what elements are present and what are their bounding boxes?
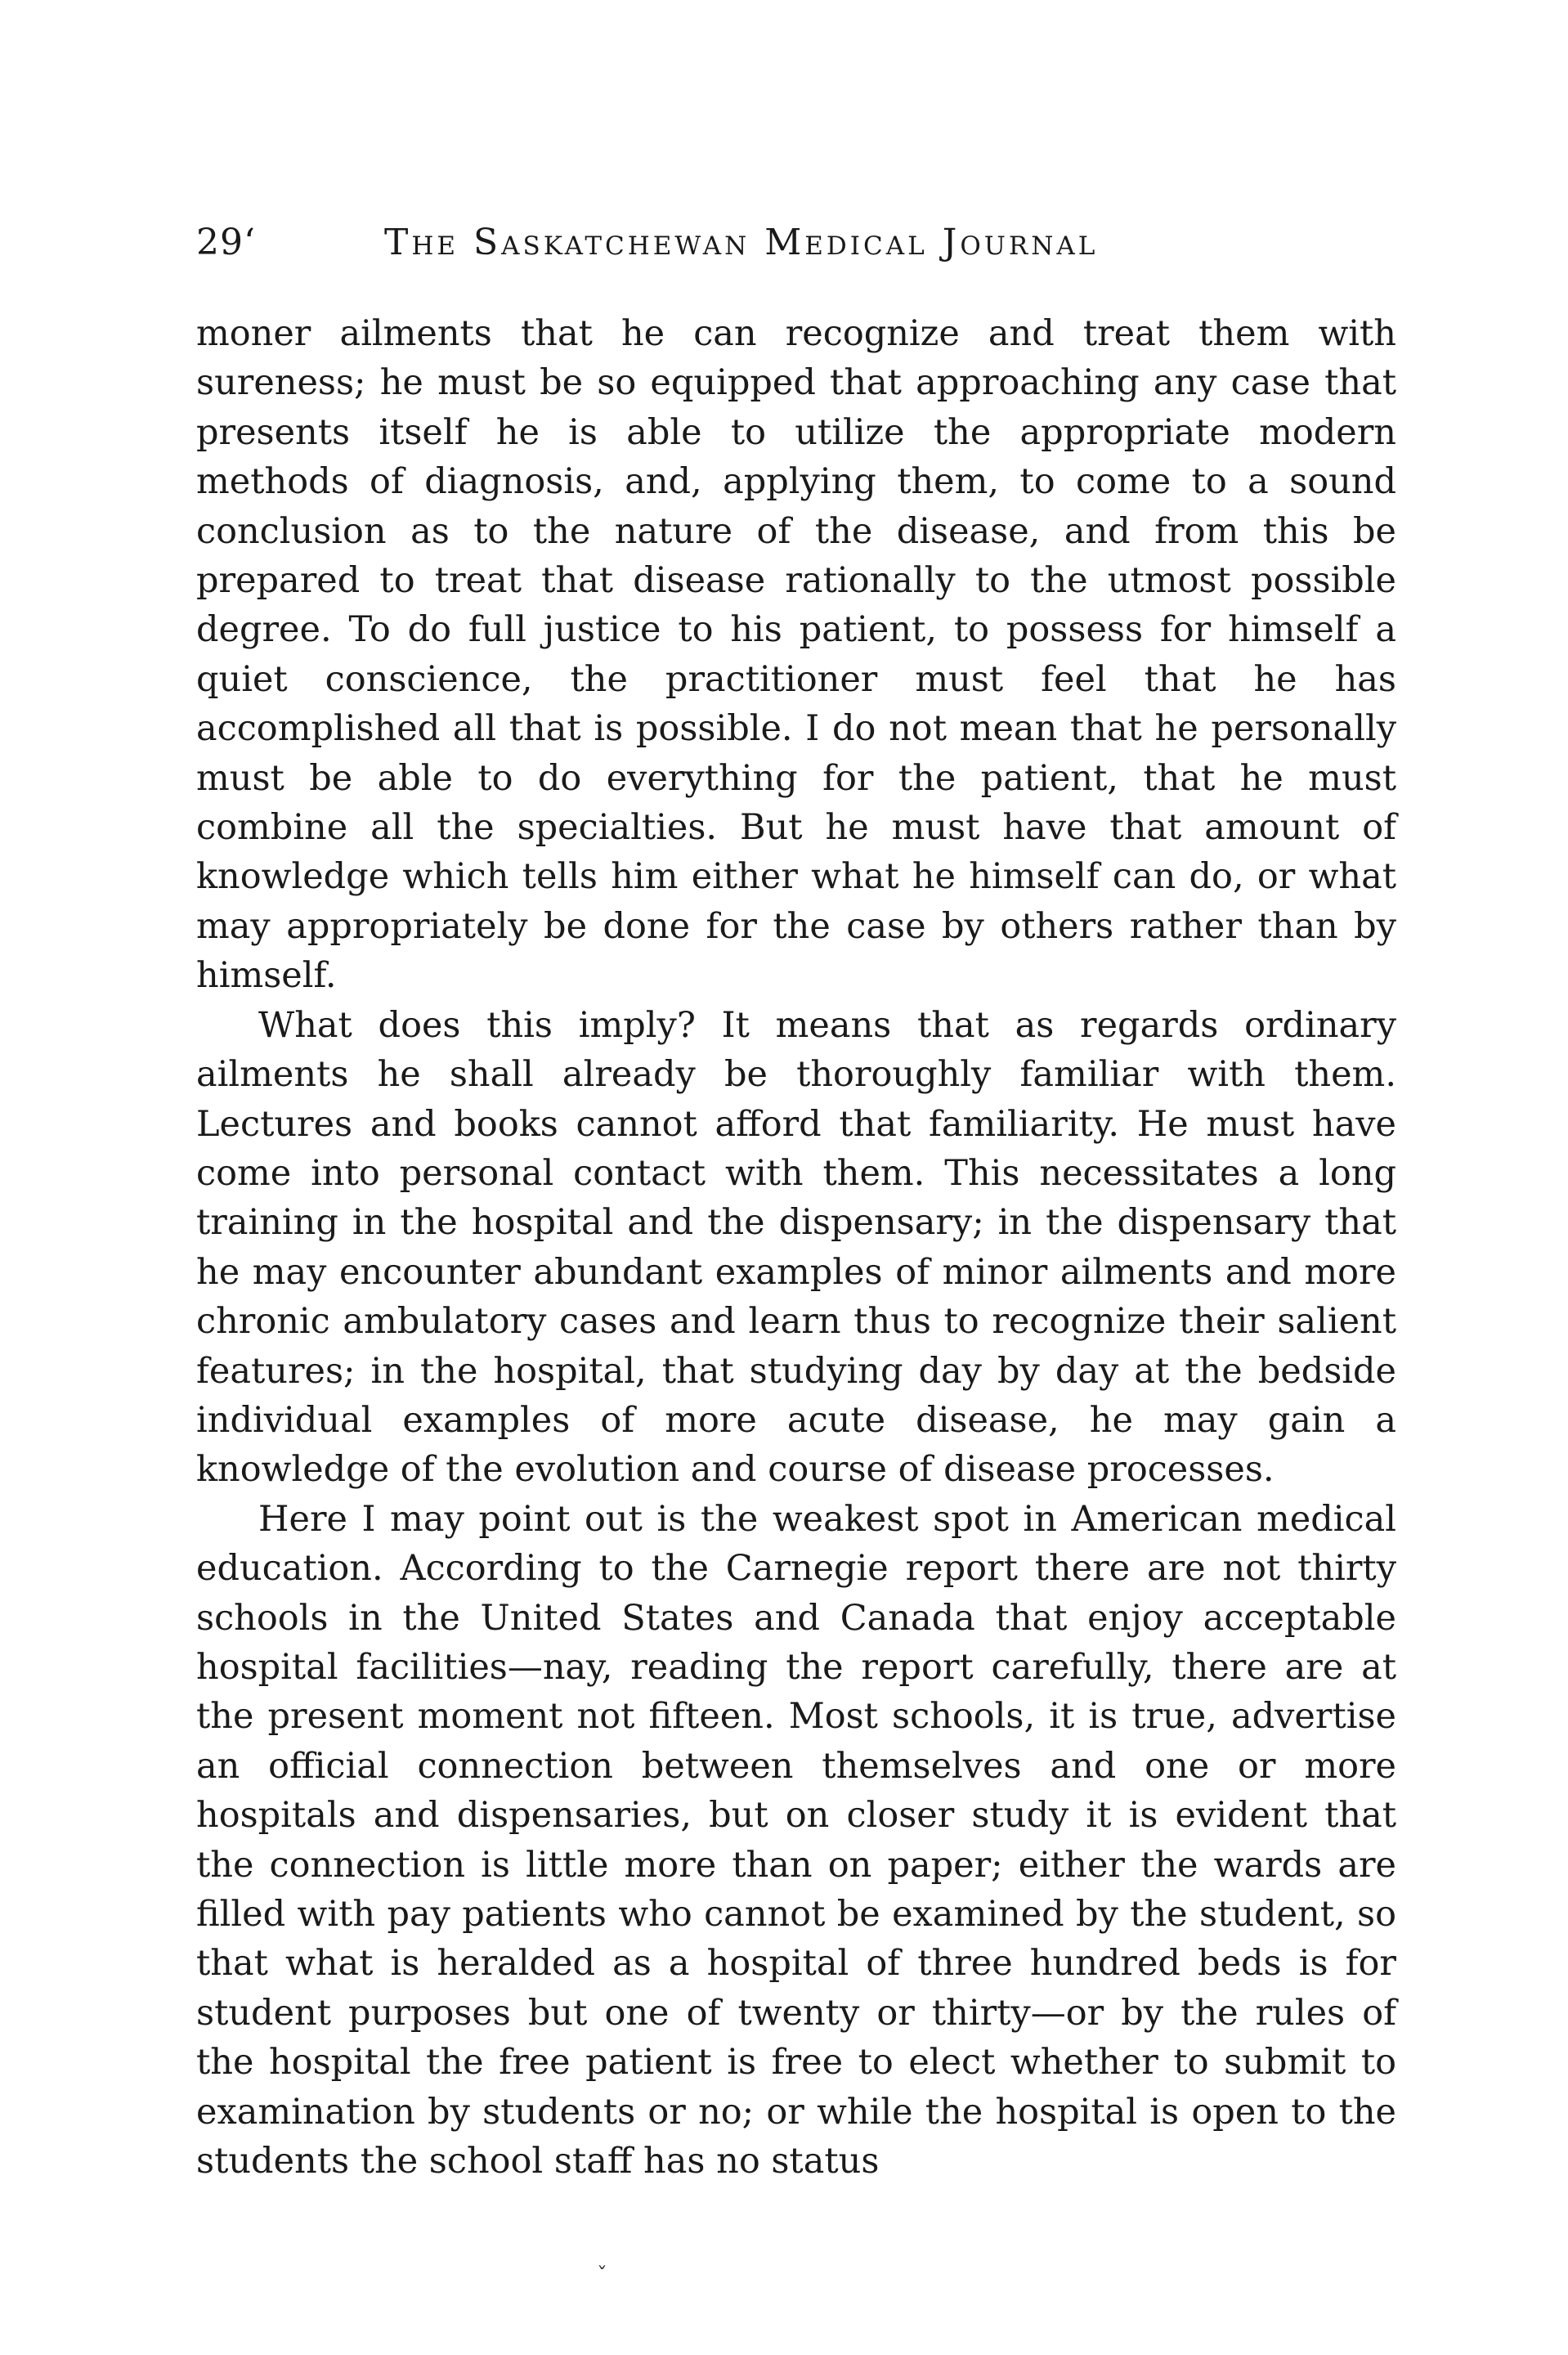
body-text [196, 309, 1396, 2186]
paragraph-continued: moner ailments that he can recognize and treat them with sureness; he must be so equipped that approaching any case that presents itself he is able to utilize the appropriate modern methods of diagnosis, and, applying them, to come to a sound conclusion as to the nature of the disease, and from this be prepared to treat that disease rationally to the utmost possible degree. To do full justice to his patient, to possess for himself a quiet conscience, the practitioner must feel that he has accomplished all that is possible. I do not mean that he personally must be able to do everything for the patient, that he must combine all the specialties. But he must have that amount of knowledge which tells him either what he himself can do, or what may appropriately be done for the case by others rather than by himself. [196, 313, 1396, 997]
printer-mark: ˇ [597, 2263, 607, 2288]
journal-title: The Saskatchewan Medical Journal [384, 222, 1099, 263]
running-head [196, 214, 1406, 271]
page-number: 29‘ [196, 222, 256, 263]
paragraph-weakest-spot: Here I may point out is the weakest spot in American medical education. According to the Carnegie report there are not thirty schools in the United States and Canada that enjoy acceptable hospital facilities—nay, reading the report carefully, there are at the present moment not fifteen. Most schools, it is true, advertise an official connection between themselves and one or more hospitals and dispensaries, but on closer study it is evident that the connection is little more than on paper; either the wards are filled with pay patients who cannot be examined by the student, so that what is heralded as a hospital of three hundred beds is for student purposes but one of twenty or thirty—or by the rules of the hospital the free patient is free to elect whether to submit to examination by students or no; or while the hospital is open to the students the school staff has no status [196, 1498, 1396, 2182]
paragraph-what-does-this-imply: What does this imply? It means that as regards ordinary ailments he shall already be thoroughly familiar with them. Lectures and books cannot afford that familiarity. He must have come into personal contact with them. This necessitates a long training in the hospital and the dispensary; in the dispensary that he may encounter abundant examples of minor ailments and more chronic ambulatory cases and learn thus to recognize their salient features; in the hospital, that studying day by day at the bedside individual examples of more acute disease, he may gain a knowledge of the evolution and course of disease processes. [196, 1004, 1396, 1491]
